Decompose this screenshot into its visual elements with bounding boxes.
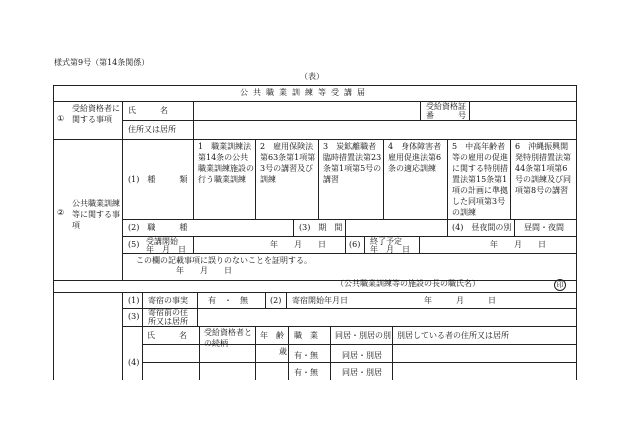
facility-head-label: （公共職業訓練等の施設の長の職氏名）	[336, 279, 480, 288]
certify-date: 年 月 日	[176, 266, 232, 275]
name-label: 氏 名	[128, 106, 168, 115]
rule	[53, 292, 576, 293]
rule-left	[53, 85, 54, 380]
training-type-6: 6 沖縄振興開発特別措置法第44条第1項第6号の訓練及び同項第8号の講習	[515, 142, 571, 195]
training-type-1: 1 職業訓練法第14条の公共職業訓練施設の行う職業訓練	[198, 142, 254, 184]
col-age: 年 齢	[260, 331, 284, 340]
end-label-2: 年 月 日	[370, 245, 410, 254]
section1-number: ①	[57, 114, 65, 123]
end-number: (6)	[349, 240, 361, 249]
cert-no-label-2: 番 号	[426, 111, 466, 120]
period-label: (3) 期 間	[299, 223, 343, 232]
start-label-1: 受講開始	[146, 237, 178, 246]
rule-right	[576, 85, 577, 380]
item2-label: 寄宿開始年月日	[292, 296, 348, 305]
seal-mark: 印	[554, 279, 566, 291]
rule	[53, 101, 576, 102]
start-date: 年 月 日	[270, 240, 326, 249]
item1-number: (1)	[128, 296, 140, 305]
item1-value: 有 ・ 無	[208, 296, 248, 305]
cert-no-label-1: 受給資格証	[426, 102, 466, 111]
training-type-3: 3 炭鉱離職者臨時措置法第23条第1項第5号の講習	[323, 142, 382, 184]
row1-living: 同居・別居	[342, 351, 382, 360]
item4-number: (4)	[128, 358, 140, 367]
section1-label: 受給資格者に関する事項	[72, 104, 120, 124]
address-label: 住所又は居所	[128, 125, 176, 134]
form-number: 様式第9号（第14条関係）	[54, 58, 150, 67]
item2-number: (2)	[270, 296, 282, 305]
row2-job: 有・無	[294, 368, 318, 377]
daynight-value: 昼間・夜間	[524, 223, 564, 232]
section2-label: 公共職業訓練等に関する事項	[72, 199, 120, 230]
type-label: (1) 種 類	[128, 175, 188, 184]
item3-label-1: 寄宿前の住	[148, 308, 188, 317]
section2-number: ②	[57, 208, 65, 217]
item3-label-2: 所又は居所	[148, 317, 188, 326]
item1-label: 寄宿の事実	[148, 296, 188, 305]
start-number: (5)	[128, 240, 140, 249]
age-unit: 歳	[279, 347, 287, 356]
row1-job: 有・無	[294, 351, 318, 360]
end-label-1: 終了予定	[370, 237, 402, 246]
item2-value: 年 月 日	[424, 296, 496, 305]
row2-living: 同居・別居	[342, 368, 382, 377]
col-separate-address: 別居している者の住所又は居所	[397, 331, 509, 340]
training-type-5: 5 中高年齢者等の雇用の促進に関する特別措置法第15条第1項の計画に準拠した同項第3号の訓練	[452, 142, 508, 217]
certify-text: この欄の記載事項に誤りのないことを証明する。	[136, 256, 312, 265]
occupation-label: (2) 職 種	[128, 223, 188, 232]
daynight-label: (4) 昼夜間の別	[452, 223, 512, 232]
start-label-2: 年 月 日	[146, 245, 186, 254]
col-job: 職 業	[294, 331, 318, 340]
side-label: （表）	[300, 72, 324, 81]
rule-top	[53, 85, 576, 86]
training-type-2: 2 雇用保険法第63条第1項第3号の講習及び訓練	[260, 142, 316, 184]
col-name: 氏 名	[147, 331, 187, 340]
certificate-title: 公共職業訓練等受講届	[240, 88, 370, 97]
end-date: 年 月 日	[490, 240, 546, 249]
training-type-4: 4 身体障害者雇用促進法第6条の適応訓練	[388, 142, 442, 173]
col-living: 同居・別居の別	[335, 331, 391, 340]
item3-number: (3)	[128, 312, 140, 321]
rule	[53, 280, 576, 281]
col-relation: 受給資格者との続柄	[204, 328, 252, 348]
